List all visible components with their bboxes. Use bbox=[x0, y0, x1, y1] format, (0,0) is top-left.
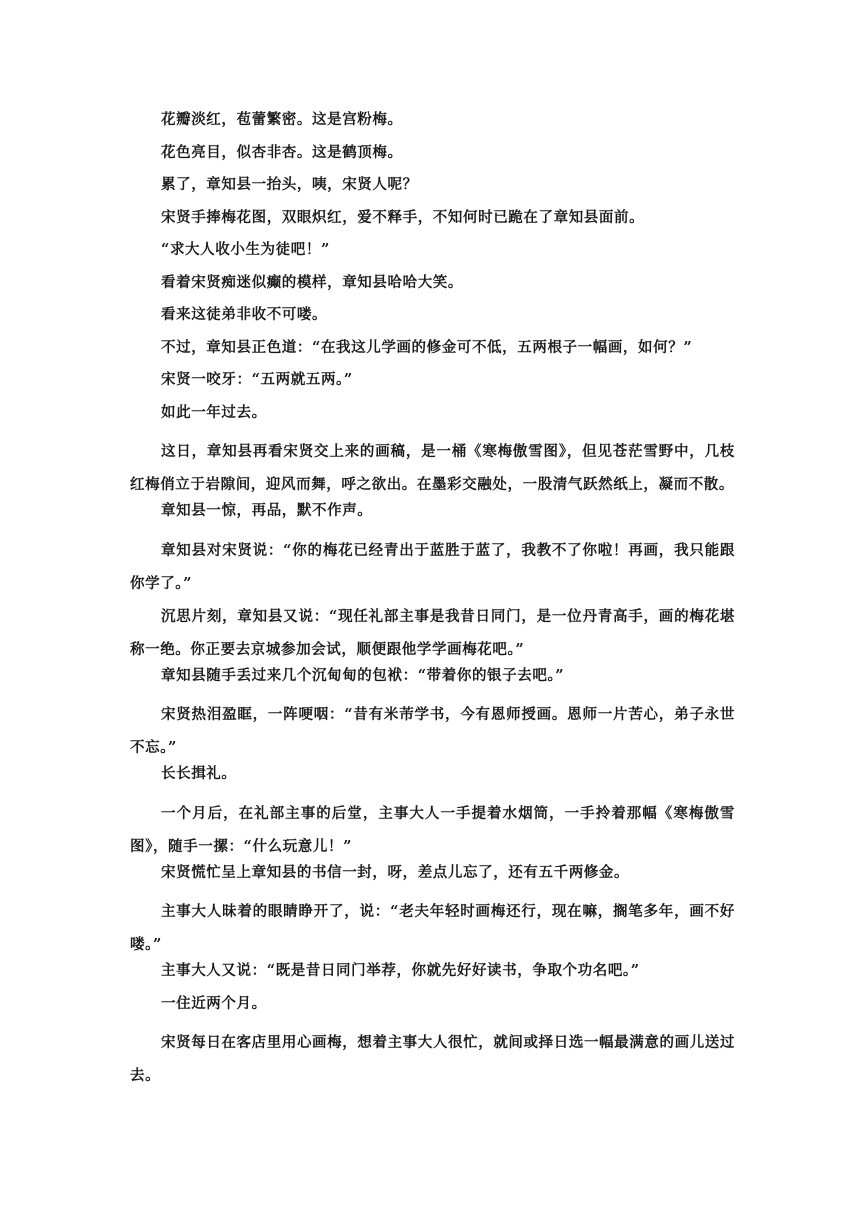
paragraph: 章知县对宋贤说：“你的梅花已经青出于蓝胜于蓝了，我教不了你啦！再画，我只能跟你学了。” bbox=[130, 541, 735, 592]
paragraph: 如此一年过去。 bbox=[161, 403, 267, 421]
paragraph: 主事大人昧着的眼睛睁开了，说：“老夫年轻时画梅还行，现在嘛，搁笔多年，画不好喽。” bbox=[130, 903, 735, 953]
paragraph: 花色亮目，似杏非杏。这是鹤顶梅。 bbox=[161, 143, 403, 161]
paragraph: 宋贤每日在客店里用心画梅，想着主事大人很忙，就间或择日选一幅最满意的画儿送过去。 bbox=[130, 1034, 735, 1084]
paragraph: 章知县一惊，再品，默不作声。 bbox=[161, 502, 373, 519]
paragraph: 宋贤热泪盈眶，一阵哽咽：“昔有米芾学书，今有恩师授画。恩师一片苦心，弟子永世不忘。” bbox=[130, 706, 735, 756]
paragraph: 宋贤一咬牙：“五两就五两。” bbox=[161, 371, 353, 388]
paragraph: 花瓣淡红，苞蕾繁密。这是宫粉梅。 bbox=[161, 111, 403, 128]
story-text bbox=[130, 110, 735, 1092]
paragraph: 沉思片刻，章知县又说：“现任礼部主事是我昔日同门，是一位丹青高手，画的梅花堪称一绝。你正要去京城参加会试，顺便跟他学学画梅花吧。” bbox=[130, 607, 735, 658]
paragraph: 章知县随手丢过来几个沉甸甸的包袱：“带着你的银子去吧。” bbox=[161, 666, 565, 684]
paragraph: 不过，章知县正色道：“在我这儿学画的修金可不低，五两根子一幅画，如何？” bbox=[161, 338, 693, 356]
paragraph: 一个月后，在礼部主事的后堂，主事大人一手提着水烟筒，一手拎着那幅《寒梅傲雪图》，随手一摞：“什么玩意儿！” bbox=[130, 804, 735, 855]
paragraph: 主事大人又说：“既是昔日同门举荐，你就先好好读书，争取个功名吧。” bbox=[161, 962, 640, 979]
paragraph: 一住近两个月。 bbox=[161, 994, 267, 1012]
paragraph: 这日，章知县再看宋贤交上来的画稿，是一桶《寒梅傲雪图》，但见苍茫雪野中，几枝红梅俏立于岩隙间，迎风而舞，呼之欲出。在墨彩交融处，一股清气跃然纸上，凝而不散。 bbox=[130, 443, 735, 493]
paragraph: 长长揖礼。 bbox=[161, 765, 237, 782]
paragraph: 宋贤慌忙呈上章知县的书信一封，呀，差点儿忘了，还有五千两修金。 bbox=[161, 863, 630, 881]
paragraph: 累了，章知县一抬头，咦，宋贤人呢？ bbox=[161, 176, 418, 193]
paragraph: 看着宋贤痴迷似癫的模样，章知县哈哈大笑。 bbox=[161, 273, 463, 291]
paragraph: “求大人收小生为徒吧！” bbox=[161, 241, 330, 258]
paragraph: 宋贤手捧梅花图，双眼炽红，爱不释手，不知何时已跪在了章知县面前。 bbox=[161, 208, 645, 226]
paragraph: 看来这徒弟非收不可喽。 bbox=[161, 306, 328, 323]
